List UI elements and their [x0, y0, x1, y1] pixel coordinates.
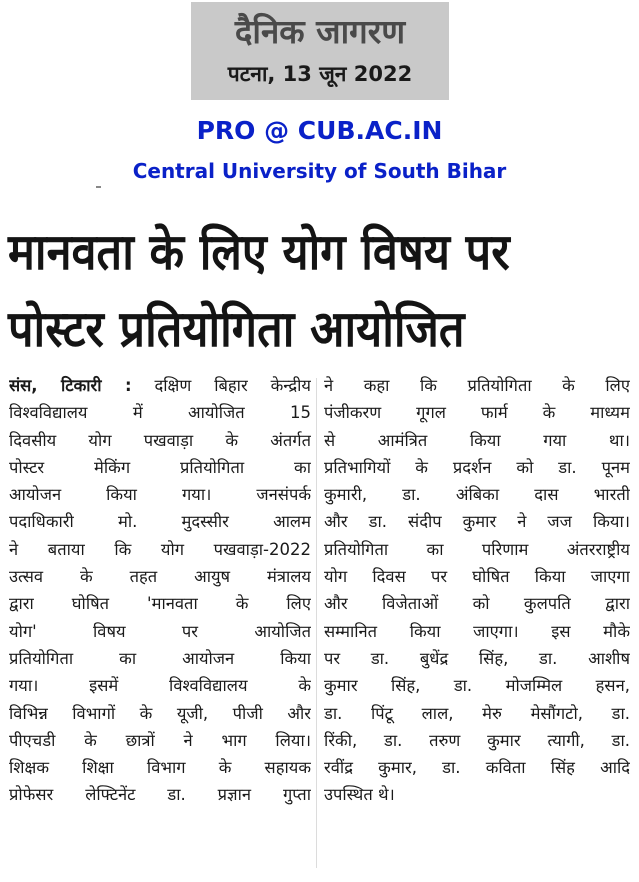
article-line-text: पोस्टर मेकिंग प्रतियोगिता का	[9, 457, 311, 477]
article-line	[324, 536, 630, 563]
article-line-text: प्रोफेसर लेफ्टिनेंट डा. प्रज्ञान गुप्ता	[9, 785, 311, 805]
article-line	[9, 645, 311, 672]
article-line-text: द्वारा घोषित 'मानवता के लिए	[9, 594, 311, 614]
article-line	[324, 781, 630, 808]
article-line-text: सम्मानित किया जाएगा। इस मौके	[324, 621, 630, 641]
article-line	[9, 672, 311, 699]
article-line-text: उत्सव के तहत आयुष मंत्रालय	[9, 567, 311, 587]
article-line-text: और डा. संदीप कुमार ने जज किया।	[324, 512, 630, 532]
newspaper-name: दैनिक जागरण	[234, 12, 406, 51]
article-line-text: विश्वविद्यालय में आयोजित 15	[9, 403, 311, 423]
article-line	[324, 645, 630, 672]
article-line-text: ने बताया कि योग पखवाड़ा-2022	[9, 539, 311, 559]
article-line-text: प्रतिभागियों के प्रदर्शन को डा. पूनम	[324, 457, 630, 477]
article-line-text: पर डा. बुधेंद्र सिंह, डा. आशीष	[324, 648, 630, 668]
article-line	[324, 754, 630, 781]
article-line	[9, 781, 311, 808]
article-line	[9, 399, 311, 426]
article-line	[9, 454, 311, 481]
dateline: संस, टिकारी :	[9, 376, 132, 395]
article-line-text: पीएचडी के छात्रों ने भाग लिया।	[9, 730, 311, 750]
article-line	[9, 427, 311, 454]
article-line-text: पदाधिकारी मो. मुदस्सीर आलम	[9, 512, 311, 532]
article-line-text: कुमार सिंह, डा. मोजम्मिल हसन,	[324, 676, 630, 696]
article-line	[324, 454, 630, 481]
pro-email-line: PRO @ CUB.AC.IN	[196, 116, 443, 145]
article-line-text: दक्षिण बिहार केन्द्रीय	[154, 376, 311, 395]
article-line	[9, 618, 311, 645]
article-line	[9, 481, 311, 508]
article-line-text: डा. पिंटू लाल, मेरु मेसौंगटो, डा.	[324, 703, 630, 723]
article-line	[9, 536, 311, 563]
article-line	[9, 700, 311, 727]
column-divider	[316, 378, 317, 868]
newspaper-masthead	[191, 2, 449, 100]
article-line	[9, 727, 311, 754]
article-line	[324, 727, 630, 754]
article-line-text: प्रतियोगिता का परिणाम अंतरराष्ट्रीय	[324, 539, 630, 559]
article-line-text: योग' विषय पर आयोजित	[9, 621, 311, 641]
article-line	[324, 563, 630, 590]
article-line-text: कुमारी, डा. अंबिका दास भारती	[324, 485, 630, 505]
article-line-text: शिक्षक शिक्षा विभाग के सहायक	[9, 758, 311, 778]
article-line-text: दिवसीय योग पखवाड़ा के अंतर्गत	[9, 430, 311, 450]
article-line	[9, 754, 311, 781]
headline-line-1: मानवता के लिए योग विषय पर	[8, 223, 510, 281]
article-line-text: ने कहा कि प्रतियोगिता के लिए	[324, 376, 630, 395]
article-line-text: आयोजन किया गया। जनसंपर्क	[9, 485, 311, 505]
article-line	[324, 481, 630, 508]
article-line-text: विभिन्न विभागों के यूजी, पीजी और	[9, 703, 311, 723]
article-line	[324, 372, 630, 399]
article-line-text: से आमंत्रित किया गया था।	[324, 430, 630, 450]
university-name: Central University of South Bihar	[132, 159, 507, 183]
headline-line-2: पोस्टर प्रतियोगिता आयोजित	[8, 300, 465, 358]
article-column-right	[324, 372, 630, 809]
article-line	[324, 427, 630, 454]
article-headline	[8, 214, 566, 368]
article-line-text: रवींद्र कुमार, डा. कविता सिंह आदि	[324, 758, 630, 778]
article-line	[324, 508, 630, 535]
article-line	[9, 508, 311, 535]
article-line	[324, 700, 630, 727]
article-line-text: पंजीकरण गूगल फार्म के माध्यम	[324, 403, 630, 423]
article-line	[324, 399, 630, 426]
article-line-text: और विजेताओं को कुलपति द्वारा	[324, 594, 630, 614]
article-line-text: योग दिवस पर घोषित किया जाएगा	[324, 567, 630, 587]
article-line-text: गया। इसमें विश्वविद्यालय के	[9, 676, 311, 696]
article-line	[324, 672, 630, 699]
article-line	[324, 618, 630, 645]
article-line-text: प्रतियोगिता का आयोजन किया	[9, 648, 311, 668]
print-speck	[96, 186, 101, 188]
article-line-text: उपस्थित थे।	[324, 785, 395, 805]
edition-date: पटना, 13 जून 2022	[227, 62, 413, 86]
article-line	[324, 590, 630, 617]
article-line	[9, 563, 311, 590]
article-line	[9, 372, 311, 399]
article-line	[9, 590, 311, 617]
article-line-text: रिंकी, डा. तरुण कुमार त्यागी, डा.	[324, 730, 630, 750]
article-column-left	[9, 372, 311, 809]
